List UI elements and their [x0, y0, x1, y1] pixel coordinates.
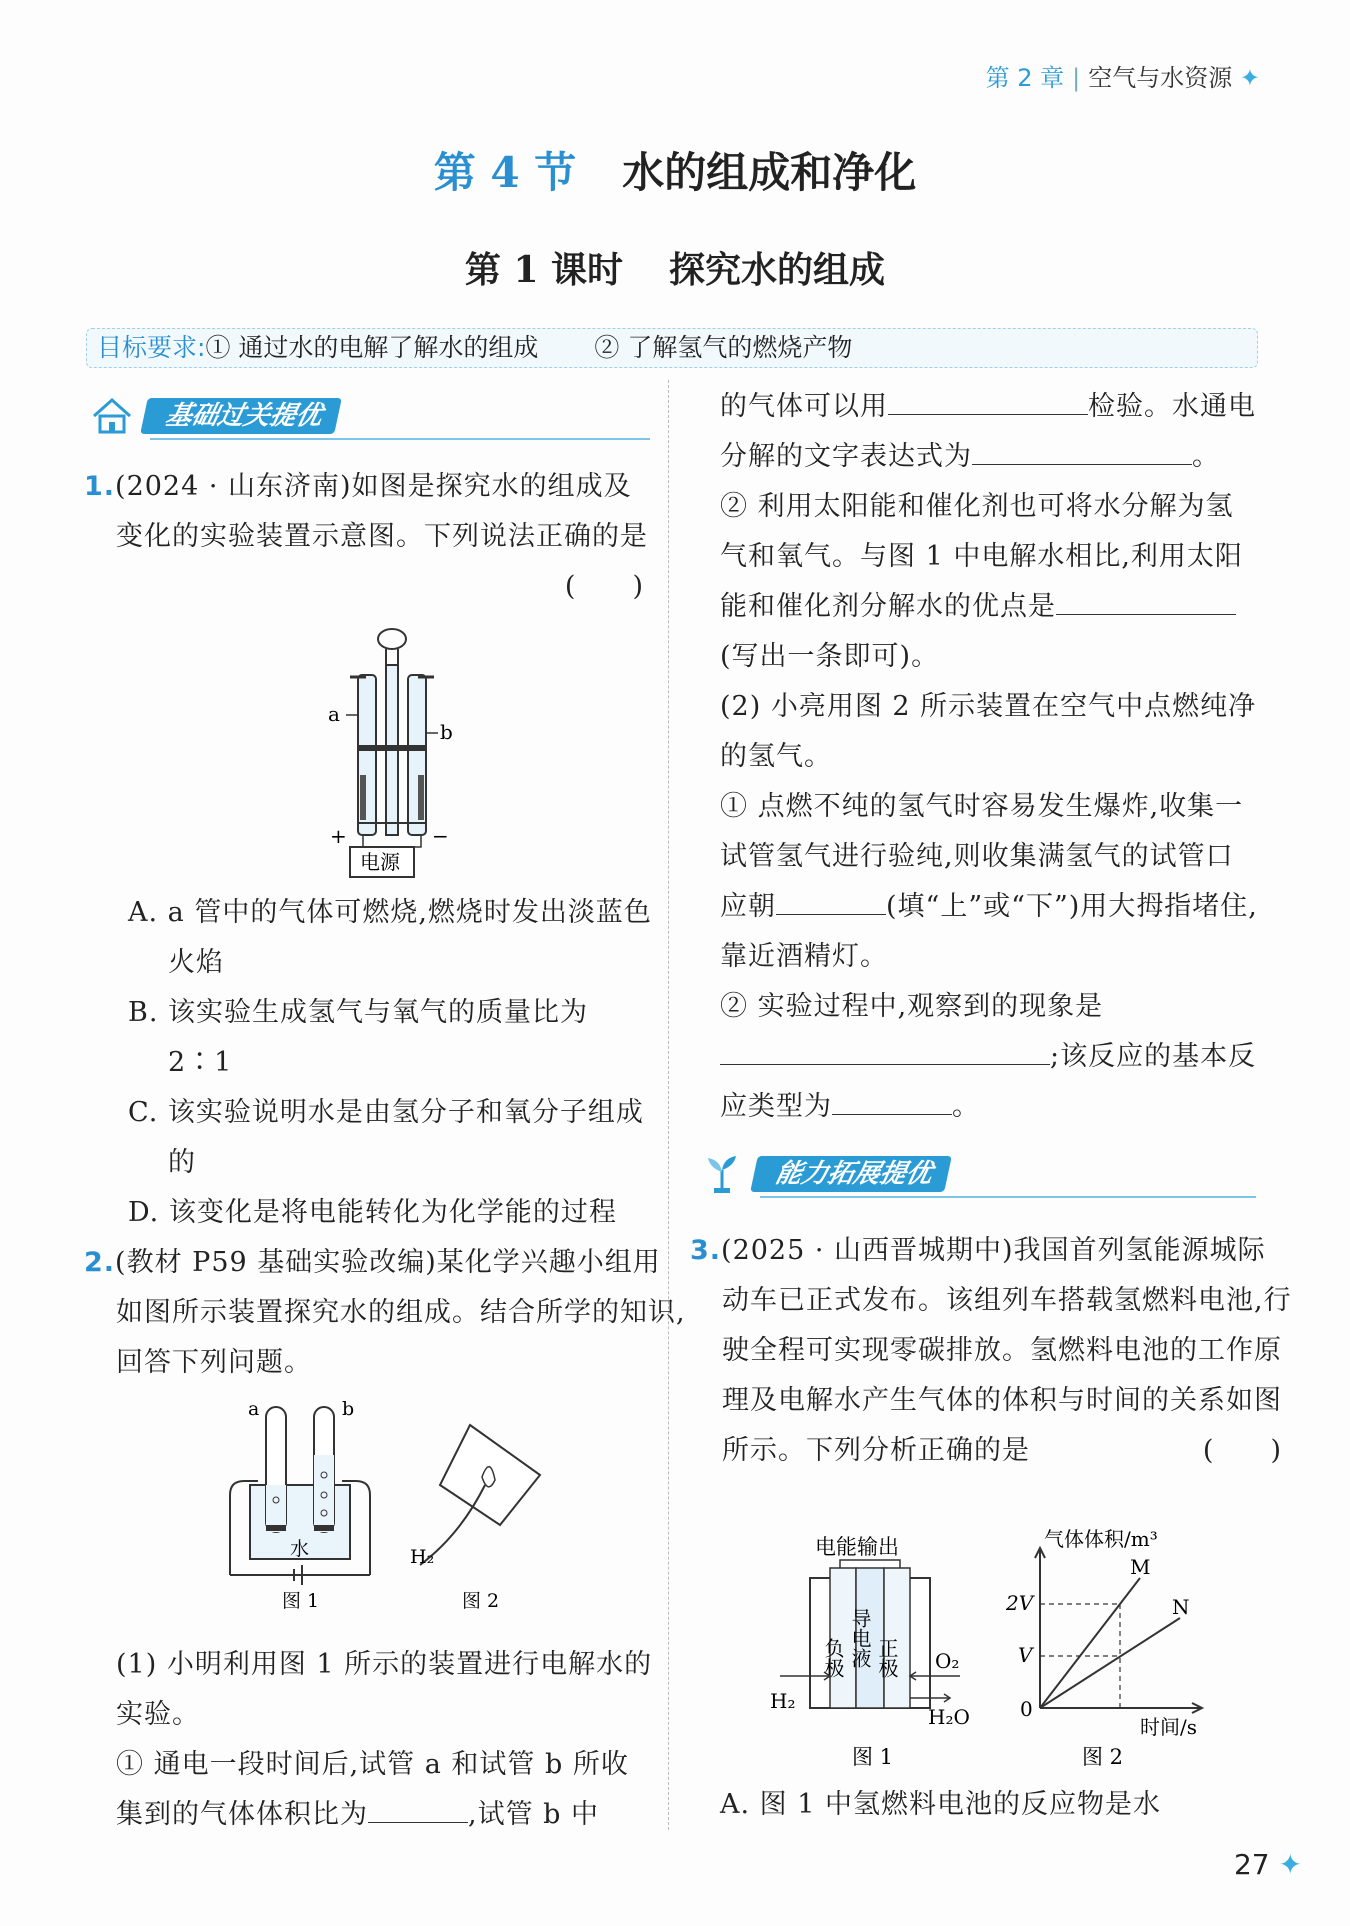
chart-xlabel: 时间/s [1140, 1715, 1198, 1739]
question-2-p7: ② 实验过程中,观察到的现象是;该反应的基本反应类型为 。 [720, 991, 1257, 1122]
goals-box [86, 328, 1258, 368]
label-b: b [342, 1398, 355, 1420]
question-2-p4: ② 利用太阳能和催化剂也可将水分解为氢气和氧气。与图 1 中电解水相比,利用太阳能和催化剂分解水的优点是(写出一条即可)。 [720, 491, 1243, 672]
question-2 [84, 1238, 686, 1388]
answer-bracket: ( ) [564, 571, 644, 602]
section-number: 第 4 节 [433, 148, 577, 197]
goal-item: ② 了解氢气的燃烧产物 [594, 333, 853, 362]
answer-blank[interactable] [368, 1792, 468, 1823]
option-c: C. 该实验说明水是由氢分子和氧分子组成的 [128, 1097, 644, 1178]
question-number: 3. [690, 1235, 722, 1266]
fig2-caption: 图 2 [462, 1590, 500, 1612]
electrolysis-figure-2 [200, 1385, 570, 1615]
goals-label: 目标要求: [97, 333, 206, 362]
question-number: 2. [84, 1247, 116, 1278]
answer-blank[interactable] [1056, 584, 1236, 615]
option-a: A. a 管中的气体可燃烧,燃烧时发出淡蓝色火焰 [128, 897, 652, 978]
question-2-p3: 的气体可以用 检验。水通电分解的文字表达式为 。 [720, 382, 1260, 482]
banner-ability-label: 能力拓展提优 [750, 1156, 952, 1192]
answer-bracket: ( ) [1202, 1435, 1282, 1466]
label-plus: + [330, 824, 347, 848]
banner-ability [700, 1152, 1256, 1200]
sparkle-icon: ✦ [1239, 64, 1260, 92]
section-title [0, 140, 1350, 200]
chapter-name: 空气与水资源 [1088, 64, 1233, 92]
question-2-part-1 [116, 1640, 656, 1840]
answer-blank[interactable] [720, 1034, 1050, 1065]
fig1-caption: 图 1 [852, 1745, 894, 1769]
label-a: a [328, 702, 340, 726]
question-2-p6: ① 点燃不纯的氢气时容易发生爆炸,收集一试管氢气进行验纯,则收集满氢气的试管口应朝 (填“上”或“下”)用大拇指堵住,靠近酒精灯。 [720, 791, 1258, 972]
lesson-title [0, 242, 1350, 293]
label-electrolyte: 导电液 [848, 1608, 872, 1668]
label-power: 电源 [360, 850, 400, 874]
question-1-options [116, 888, 656, 1238]
plant-icon [700, 1154, 744, 1194]
answer-blank[interactable] [832, 1084, 952, 1115]
gas-volume-chart [1000, 1528, 1220, 1778]
question-2-p2: ① 通电一段时间后,试管 a 和试管 b 所收集到的气体体积比为 ,试管 b 中 [116, 1749, 629, 1830]
tick-2v: 2V [1006, 1591, 1034, 1615]
label-positive: 正极 [875, 1638, 899, 1678]
label-h2o: H₂O [928, 1705, 970, 1729]
question-3-option-a: A. 图 1 中氢燃料电池的反应物是水 [720, 1789, 1162, 1820]
question-2-p5: (2) 小亮用图 2 所示装置在空气中点燃纯净的氢气。 [720, 691, 1257, 772]
section-name: 水的组成和净化 [622, 148, 917, 197]
answer-blank[interactable] [888, 384, 1088, 415]
question-stem: (2025 · 山西晋城期中)我国首列氢能源城际动车已正式发布。该组列车搭载氢燃料电池,行驶全程可实现零碳排放。氢燃料电池的工作原理及电解水产生气体的体积与时间的关系如图所示。下列分析正确的是 [721, 1235, 1292, 1466]
series-m-label: M [1130, 1555, 1151, 1579]
column-divider [668, 380, 669, 1830]
origin-label: 0 [1020, 1697, 1033, 1721]
question-stem: (2024 · 山东济南)如图是探究水的组成及变化的实验装置示意图。下列说法正确的是 [115, 471, 648, 552]
goal-item: ① 通过水的电解了解水的组成 [205, 333, 539, 362]
chart-ylabel: 气体体积/m³ [1044, 1528, 1158, 1551]
question-3 [690, 1226, 1292, 1476]
answer-blank[interactable] [776, 884, 886, 915]
chapter-number: 第 2 章 [985, 64, 1065, 92]
fig1-caption: 图 1 [282, 1590, 320, 1612]
tick-v: V [1018, 1643, 1033, 1667]
sparkle-icon: ✦ [1269, 1848, 1302, 1881]
question-2-p1: (1) 小明利用图 1 所示的装置进行电解水的实验。 [116, 1649, 653, 1730]
banner-basic-label: 基础过关提优 [140, 398, 342, 434]
label-o2: O₂ [935, 1649, 960, 1673]
banner-basic [90, 394, 650, 442]
lesson-number: 第 1 课时 [464, 249, 624, 291]
series-n-label: N [1172, 1595, 1190, 1619]
question-stem: (教材 P59 基础实验改编)某化学兴趣小组用如图所示装置探究水的组成。结合所学的知识,回答下列问题。 [115, 1247, 686, 1378]
page-number: 27 ✦ [1233, 1848, 1302, 1881]
label-b: b [440, 720, 453, 744]
fig2-caption: 图 2 [1082, 1745, 1124, 1769]
question-number: 1. [84, 471, 116, 502]
label-h2: H₂ [410, 1546, 435, 1568]
house-icon [90, 396, 134, 436]
label-water: 水 [290, 1538, 310, 1560]
label-minus: − [432, 824, 449, 848]
answer-blank[interactable] [972, 434, 1192, 465]
label-a: a [248, 1398, 260, 1420]
chapter-header: 第 2 章 | 空气与水资源 ✦ [985, 64, 1260, 92]
label-h2: H₂ [770, 1689, 796, 1713]
label-output: 电能输出 [815, 1535, 899, 1559]
lesson-name: 探究水的组成 [669, 249, 886, 291]
option-d: D. 该变化是将电能转化为化学能的过程 [128, 1197, 617, 1228]
label-negative: 负极 [821, 1638, 845, 1678]
question-1 [84, 462, 654, 612]
option-b: B. 该实验生成氢气与氧气的质量比为 2∶1 [128, 997, 589, 1078]
fuel-cell-figure [760, 1528, 990, 1778]
question-2-continued [720, 382, 1260, 1132]
electrolysis-figure-1 [310, 625, 480, 880]
